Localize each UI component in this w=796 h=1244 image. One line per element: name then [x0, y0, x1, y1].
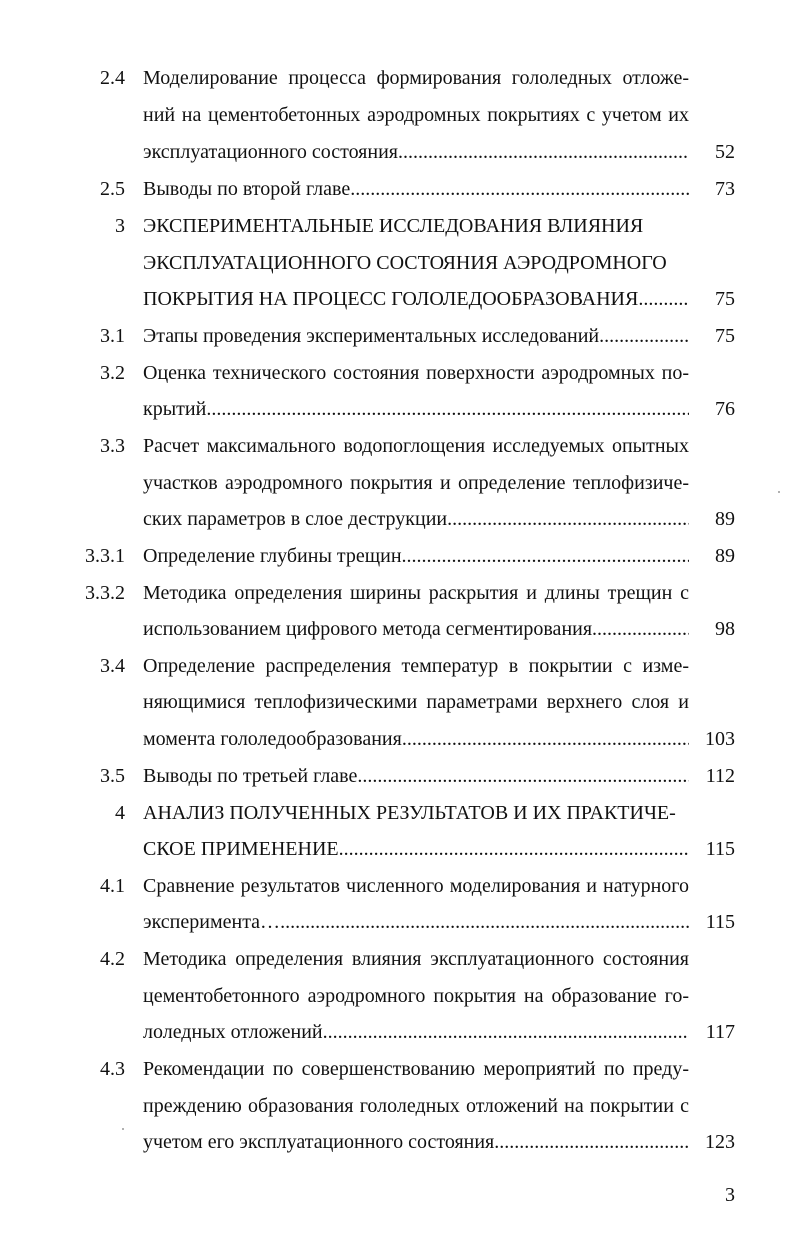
page-ref: 89: [715, 508, 735, 530]
dot-leader: [398, 137, 689, 167]
toc-entry-line: [0, 907, 796, 937]
toc-entry-line: [0, 761, 796, 791]
entry-title-line: Рекомендации по совершенствованию мероприятий по преду-: [143, 1058, 689, 1080]
scan-speck: [778, 491, 780, 493]
toc-entry-line: [0, 1091, 796, 1121]
dot-leader: [339, 834, 689, 864]
entry-title-line: Выводы по второй главе: [143, 178, 351, 200]
page-ref: 73: [715, 178, 735, 200]
section-number: 3.1: [100, 325, 125, 347]
entry-title-line: эксплуатационного состояния: [143, 141, 398, 163]
entry-title-line: преждению образования гололедных отложений на покрытии с: [143, 1095, 689, 1117]
toc-entry-line: [0, 981, 796, 1011]
toc-entry-line: [0, 211, 796, 241]
entry-title-line: момента гололедообразования: [143, 728, 402, 750]
toc-entry-line: [0, 468, 796, 498]
toc-entry-line: [0, 578, 796, 608]
entry-title-line: Сравнение результатов численного моделирования и натурного: [143, 875, 689, 897]
entry-title-line: ЭКСПЛУАТАЦИОННОГО СОСТОЯНИЯ АЭРОДРОМНОГО: [143, 252, 667, 274]
section-number: 4.1: [100, 875, 125, 897]
page-ref: 75: [715, 325, 735, 347]
page-ref: 115: [705, 911, 735, 933]
entry-title-line: лоледных отложений: [143, 1021, 323, 1043]
dot-leader-row: [143, 724, 689, 754]
toc-entry-line: [0, 284, 796, 314]
dot-leader: [638, 284, 689, 314]
dot-leader-row: [143, 137, 689, 167]
entry-title-line: ских параметров в слое деструкции: [143, 508, 448, 530]
dot-leader: [402, 724, 689, 754]
page-ref: 76: [715, 398, 735, 420]
dot-leader-row: [143, 761, 689, 791]
section-number: 4: [115, 802, 125, 824]
dot-leader: [599, 321, 689, 351]
toc-entry-line: [0, 137, 796, 167]
entry-title-line: участков аэродромного покрытия и определение теплофизиче-: [143, 472, 689, 494]
dot-leader: [592, 614, 689, 644]
toc-entry-line: [0, 798, 796, 828]
dot-leader: [402, 541, 689, 571]
section-number: 4.3: [100, 1058, 125, 1080]
entry-title-line: цементобетонного аэродромного покрытия на образование го-: [143, 985, 689, 1007]
page-ref: 75: [715, 288, 735, 310]
page-ref: 103: [705, 728, 735, 750]
dot-leader-row: [143, 1017, 689, 1047]
entry-title-line: Оценка технического состояния поверхности аэродромных по-: [143, 362, 689, 384]
section-number: 2.4: [100, 67, 125, 89]
toc-entry-line: [0, 358, 796, 388]
entry-title-line: ний на цементобетонных аэродромных покрытиях с учетом их: [143, 104, 689, 126]
dot-leader: [357, 761, 689, 791]
entry-title-line: Моделирование процесса формирования гололедных отложе-: [143, 67, 689, 89]
section-number: 4.2: [100, 948, 125, 970]
page-ref: 117: [705, 1021, 735, 1043]
toc-entry-line: [0, 394, 796, 424]
entry-title-line: использованием цифрового метода сегментирования: [143, 618, 593, 640]
entry-title-line: эксперимента…: [143, 911, 281, 933]
dot-leader-row: [143, 504, 689, 534]
entry-title-line: Выводы по третьей главе: [143, 765, 358, 787]
dot-leader: [280, 907, 689, 937]
toc-entry-line: [0, 614, 796, 644]
dot-leader-row: [143, 321, 689, 351]
toc-entry-line: [0, 834, 796, 864]
dot-leader-row: [143, 541, 689, 571]
entry-title-line: крытий: [143, 398, 207, 420]
toc-entry-line: [0, 1017, 796, 1047]
page-ref: 52: [715, 141, 735, 163]
toc-entry-line: [0, 504, 796, 534]
toc-entry-line: [0, 687, 796, 717]
toc-entry-line: [0, 431, 796, 461]
page-ref: 112: [705, 765, 735, 787]
toc-entry-line: [0, 174, 796, 204]
toc-entry-line: [0, 541, 796, 571]
toc-entry-line: [0, 651, 796, 681]
page-ref: 115: [705, 838, 735, 860]
toc-entry-line: [0, 248, 796, 278]
toc-entry-line: [0, 724, 796, 754]
entry-title-line: АНАЛИЗ ПОЛУЧЕННЫХ РЕЗУЛЬТАТОВ И ИХ ПРАКТИЧЕ-: [143, 802, 676, 824]
page-number: 3: [725, 1184, 735, 1206]
dot-leader: [323, 1017, 689, 1047]
section-number: 3: [115, 215, 125, 237]
toc-entry-line: [0, 1054, 796, 1084]
toc-entry-line: [0, 100, 796, 130]
dot-leader: [350, 174, 689, 204]
dot-leader: [494, 1127, 689, 1157]
entry-title-line: Определение глубины трещин: [143, 545, 402, 567]
section-number: 3.3.1: [85, 545, 125, 567]
entry-title-line: Этапы проведения экспериментальных исследований: [143, 325, 600, 347]
entry-title-line: учетом его эксплуатационного состояния: [143, 1131, 495, 1153]
entry-title-line: няющимися теплофизическими параметрами верхнего слоя и: [143, 691, 689, 713]
section-number: 3.4: [100, 655, 125, 677]
page-ref: 89: [715, 545, 735, 567]
toc-entry-line: [0, 871, 796, 901]
dot-leader: [206, 394, 689, 424]
section-number: 3.5: [100, 765, 125, 787]
dot-leader-row: [143, 614, 689, 644]
dot-leader-row: [143, 284, 689, 314]
entry-title-line: Методика определения ширины раскрытия и длины трещин с: [143, 582, 689, 604]
section-number: 3.2: [100, 362, 125, 384]
entry-title-line: СКОЕ ПРИМЕНЕНИЕ: [143, 838, 339, 860]
dot-leader-row: [143, 907, 689, 937]
dot-leader: [447, 504, 689, 534]
dot-leader-row: [143, 834, 689, 864]
toc-entry-line: [0, 944, 796, 974]
toc-entry-line: [0, 1127, 796, 1157]
dot-leader-row: [143, 394, 689, 424]
entry-title-line: ЭКСПЕРИМЕНТАЛЬНЫЕ ИССЛЕДОВАНИЯ ВЛИЯНИЯ: [143, 215, 644, 237]
page-ref: 98: [715, 618, 735, 640]
toc-entry-line: [0, 63, 796, 93]
entry-title-line: Методика определения влияния эксплуатационного состояния: [143, 948, 689, 970]
entry-title-line: ПОКРЫТИЯ НА ПРОЦЕСС ГОЛОЛЕДООБРАЗОВАНИЯ: [143, 288, 639, 310]
dot-leader-row: [143, 174, 689, 204]
entry-title-line: Определение распределения температур в покрытии с изме-: [143, 655, 689, 677]
section-number: 3.3: [100, 435, 125, 457]
section-number: 3.3.2: [85, 582, 125, 604]
dot-leader-row: [143, 1127, 689, 1157]
entry-title-line: Расчет максимального водопоглощения исследуемых опытных: [143, 435, 689, 457]
section-number: 2.5: [100, 178, 125, 200]
toc-entry-line: [0, 321, 796, 351]
page-ref: 123: [705, 1131, 735, 1153]
scan-speck: [122, 1128, 124, 1130]
